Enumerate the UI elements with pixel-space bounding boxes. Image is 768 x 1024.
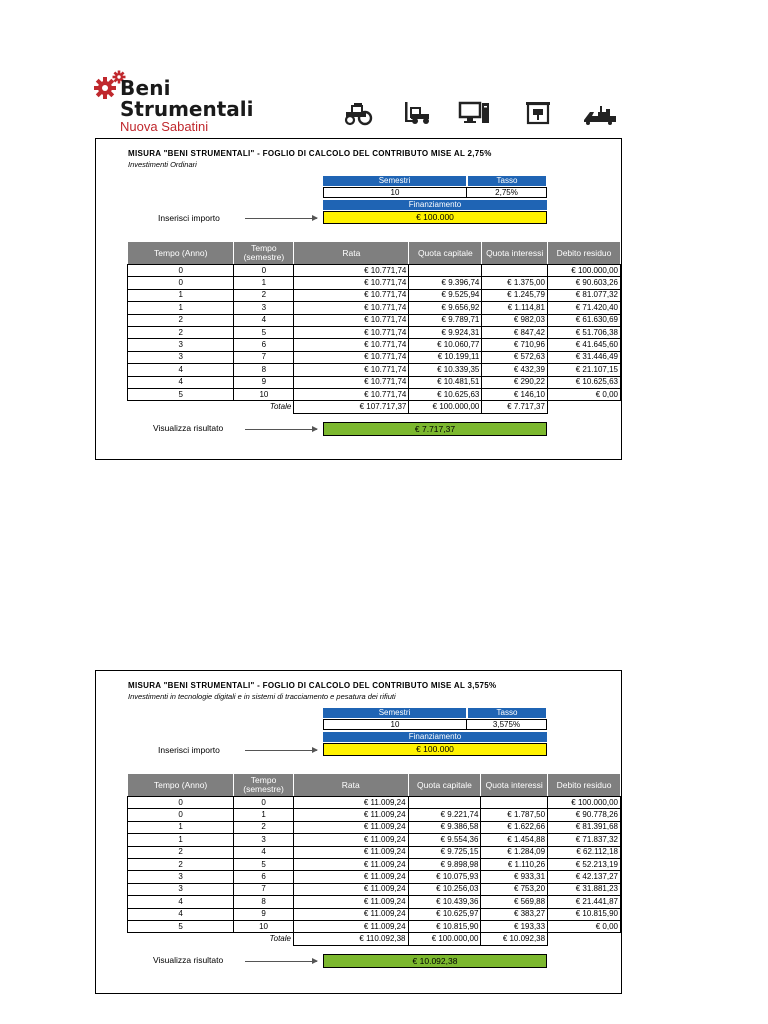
table-cell: 7: [234, 883, 294, 895]
table-cell: € 432,39: [482, 364, 548, 376]
totals-spacer: [128, 933, 234, 945]
table-row: [128, 797, 621, 809]
table-cell: € 290,22: [482, 376, 548, 388]
table-cell: 6: [234, 871, 294, 883]
table-cell: 9: [234, 908, 294, 920]
arrow-icon: [245, 429, 317, 430]
totals-spacer: [547, 401, 620, 413]
table-cell: € 10.075,93: [408, 871, 481, 883]
table-cell: 8: [234, 896, 294, 908]
header-debito-residuo: [547, 242, 620, 265]
header-quota-capitale-text: Quota capitale: [417, 779, 472, 790]
importo-input[interactable]: € 100.000: [323, 211, 547, 224]
table-row: [128, 277, 621, 289]
table-row: [128, 858, 621, 870]
table-cell: 1: [128, 302, 234, 314]
table-cell: € 1.454,88: [481, 834, 548, 846]
table-cell: 8: [234, 364, 294, 376]
table-cell: € 10.339,35: [409, 364, 482, 376]
table-cell: € 41.645,60: [547, 339, 620, 351]
header-rata-text: Rata: [341, 779, 360, 790]
factory-machine-icon: [524, 100, 554, 126]
tractor-icon: [342, 100, 374, 126]
table-cell: € 100.000,00: [548, 797, 621, 809]
table-cell: 0: [128, 809, 234, 821]
totals-row: [128, 401, 621, 413]
panel-title: MISURA "BENI STRUMENTALI" - FOGLIO DI CALCOLO DEL CONTRIBUTO MISE AL 2,75%: [128, 149, 492, 158]
table-cell: € 61.630,69: [547, 314, 620, 326]
table-cell: [482, 265, 548, 277]
table-cell: € 9.898,98: [408, 858, 481, 870]
table-cell: 4: [234, 314, 294, 326]
table-cell: 4: [234, 846, 294, 858]
table-cell: € 10.815,90: [548, 908, 621, 920]
panel-subtitle: Investimenti in tecnologie digitali e in sistemi di tracciamento e pesatura dei rifiuti: [128, 692, 396, 701]
table-cell: € 10.256,03: [408, 883, 481, 895]
table-row: [128, 388, 621, 400]
table-cell: [408, 797, 481, 809]
tasso-header: Tasso: [468, 176, 546, 186]
header-quota-interessi-text: Quota interessi: [486, 247, 544, 258]
table-cell: € 21.107,15: [547, 364, 620, 376]
table-cell: € 10.771,74: [294, 289, 409, 301]
table-cell: € 71.420,40: [547, 302, 620, 314]
table-cell: € 10.771,74: [294, 302, 409, 314]
risultato-output: € 10.092,38: [323, 954, 547, 968]
table-cell: € 90.603,26: [547, 277, 620, 289]
tasso-value: 3,575%: [466, 719, 547, 730]
table-cell: € 100.000,00: [547, 265, 620, 277]
header-rata-text: Rata: [342, 247, 361, 258]
forklift-icon: [402, 100, 434, 126]
table-row: [128, 364, 621, 376]
table-cell: 6: [234, 339, 294, 351]
table-cell: € 10.439,36: [408, 896, 481, 908]
table-cell: € 10.771,74: [294, 326, 409, 338]
header-quota-interessi: [482, 242, 548, 265]
logo-line-3: Nuova Sabatini: [120, 119, 209, 134]
table-cell: 2: [234, 289, 294, 301]
table-cell: € 21.441,87: [548, 896, 621, 908]
table-cell: 9: [234, 376, 294, 388]
inserisci-importo-label: Inserisci importo: [158, 213, 220, 223]
table-cell: € 11.009,24: [293, 883, 408, 895]
table-cell: € 10.771,74: [294, 376, 409, 388]
table-cell: 3: [234, 834, 294, 846]
header-quota-capitale: [409, 242, 482, 265]
table-cell: 0: [234, 797, 294, 809]
table-cell: € 10.199,11: [409, 351, 482, 363]
header-quota-interessi: [481, 774, 548, 797]
table-cell: € 10.481,51: [409, 376, 482, 388]
table-cell: 1: [234, 809, 294, 821]
header-tempo-semestre-text: (semestre): [243, 784, 284, 794]
table-cell: € 569,88: [481, 896, 548, 908]
table-cell: 2: [128, 858, 234, 870]
table-cell: [409, 265, 482, 277]
table-cell: 5: [234, 858, 294, 870]
table-cell: € 11.009,24: [293, 809, 408, 821]
table-cell: € 81.391,68: [548, 821, 621, 833]
tasso-header: Tasso: [468, 708, 546, 718]
brand-logo: [94, 70, 264, 134]
importo-input[interactable]: € 100.000: [323, 743, 547, 756]
table-cell: € 51.706,38: [547, 326, 620, 338]
amortization-table: [127, 241, 621, 414]
amortization-table: [127, 773, 621, 946]
semestri-header: Semestri: [323, 176, 466, 186]
table-cell: € 383,27: [481, 908, 548, 920]
table-cell: 0: [128, 277, 234, 289]
header-tempo-semestre-text: Tempo: [251, 243, 277, 253]
calc-panel: [95, 138, 622, 460]
header-tempo-semestre-text: (semestre): [243, 252, 285, 262]
header-tempo-anno: [128, 774, 234, 797]
table-cell: € 9.386,58: [408, 821, 481, 833]
header-rata: [294, 242, 409, 265]
table-cell: € 52.213,19: [548, 858, 621, 870]
logo-line-2: Strumentali: [120, 97, 254, 121]
totale-label: Totale: [234, 933, 294, 945]
calc-panel: [95, 670, 622, 994]
table-cell: 2: [234, 821, 294, 833]
table-cell: € 9.789,71: [409, 314, 482, 326]
total-capitale: € 100.000,00: [409, 401, 482, 413]
visualizza-risultato-label: Visualizza risultato: [153, 955, 224, 965]
table-cell: € 31.881,23: [548, 883, 621, 895]
table-cell: € 146,10: [482, 388, 548, 400]
header-debito-residuo-text: Debito residuo: [556, 779, 612, 790]
table-row: [128, 883, 621, 895]
table-cell: € 753,20: [481, 883, 548, 895]
table-row: [128, 314, 621, 326]
totale-label: Totale: [234, 401, 294, 413]
table-cell: € 10.771,74: [294, 277, 409, 289]
table-cell: € 10.771,74: [294, 265, 409, 277]
table-cell: € 10.771,74: [294, 351, 409, 363]
semestri-value: 10: [323, 719, 467, 730]
header-rata: [293, 774, 408, 797]
table-cell: € 933,31: [481, 871, 548, 883]
table-row: [128, 809, 621, 821]
table-cell: 3: [128, 339, 234, 351]
table-cell: € 9.924,31: [409, 326, 482, 338]
table-cell: € 9.396,74: [409, 277, 482, 289]
table-cell: 0: [128, 265, 234, 277]
table-cell: 3: [128, 871, 234, 883]
table-cell: € 0,00: [548, 920, 621, 932]
table-cell: € 11.009,24: [293, 896, 408, 908]
table-cell: 4: [128, 376, 234, 388]
construction-machine-icon: [580, 100, 620, 126]
table-row: [128, 302, 621, 314]
table-cell: € 1.787,50: [481, 809, 548, 821]
total-rata: € 110.092,38: [293, 933, 408, 945]
table-cell: € 0,00: [547, 388, 620, 400]
table-cell: 0: [234, 265, 294, 277]
table-cell: € 10.625,63: [409, 388, 482, 400]
computer-icon: [458, 100, 492, 126]
table-cell: 1: [128, 821, 234, 833]
table-cell: € 10.625,63: [547, 376, 620, 388]
table-cell: € 1.284,09: [481, 846, 548, 858]
table-row: [128, 896, 621, 908]
table-row: [128, 908, 621, 920]
header-tempo-anno-text: Tempo (Anno): [153, 779, 208, 790]
table-cell: 5: [128, 920, 234, 932]
table-cell: € 10.771,74: [294, 314, 409, 326]
panel-subtitle: Investimenti Ordinari: [128, 160, 197, 169]
table-row: [128, 326, 621, 338]
table-cell: € 11.009,24: [293, 858, 408, 870]
table-cell: 3: [128, 883, 234, 895]
table-cell: € 71.837,32: [548, 834, 621, 846]
table-cell: € 11.009,24: [293, 908, 408, 920]
table-cell: 2: [128, 326, 234, 338]
table-cell: [481, 797, 548, 809]
table-row: [128, 376, 621, 388]
header-tempo-anno-text: Tempo (Anno): [154, 247, 208, 258]
arrow-icon: [245, 218, 317, 219]
table-cell: 0: [128, 797, 234, 809]
table-cell: € 62.112,18: [548, 846, 621, 858]
total-rata: € 107.717,37: [294, 401, 409, 413]
table-row: [128, 821, 621, 833]
table-cell: 4: [128, 896, 234, 908]
table-cell: € 9.725,15: [408, 846, 481, 858]
table-row: [128, 834, 621, 846]
table-cell: 2: [128, 846, 234, 858]
table-cell: € 11.009,24: [293, 797, 408, 809]
table-row: [128, 289, 621, 301]
table-row: [128, 920, 621, 932]
table-cell: € 81.077,32: [547, 289, 620, 301]
table-cell: 5: [234, 326, 294, 338]
table-cell: € 10.771,74: [294, 339, 409, 351]
header-debito-residuo-text: Debito residuo: [556, 247, 612, 258]
table-cell: € 710,96: [482, 339, 548, 351]
table-cell: 10: [234, 920, 294, 932]
header-quota-capitale: [408, 774, 481, 797]
total-capitale: € 100.000,00: [408, 933, 481, 945]
table-row: [128, 339, 621, 351]
table-cell: € 1.375,00: [482, 277, 548, 289]
table-cell: € 11.009,24: [293, 920, 408, 932]
arrow-icon: [245, 750, 317, 751]
table-cell: € 982,03: [482, 314, 548, 326]
total-interessi: € 7.717,37: [482, 401, 548, 413]
table-cell: 1: [234, 277, 294, 289]
table-cell: 4: [128, 364, 234, 376]
totals-spacer: [548, 933, 621, 945]
table-cell: € 11.009,24: [293, 834, 408, 846]
table-cell: 10: [234, 388, 294, 400]
table-cell: € 1.114,81: [482, 302, 548, 314]
table-row: [128, 265, 621, 277]
table-cell: 1: [128, 289, 234, 301]
table-cell: € 10.771,74: [294, 388, 409, 400]
header-tempo-anno: [128, 242, 234, 265]
header-debito-residuo: [548, 774, 621, 797]
table-cell: € 11.009,24: [293, 821, 408, 833]
table-cell: € 11.009,24: [293, 846, 408, 858]
table-cell: € 9.525,94: [409, 289, 482, 301]
tasso-value: 2,75%: [466, 187, 547, 198]
table-cell: € 11.009,24: [293, 871, 408, 883]
totals-spacer: [128, 401, 234, 413]
table-cell: € 9.656,92: [409, 302, 482, 314]
finanziamento-header: Finanziamento: [323, 732, 547, 742]
table-cell: 7: [234, 351, 294, 363]
header-tempo-semestre-text: Tempo: [250, 775, 277, 785]
table-cell: € 42.137,27: [548, 871, 621, 883]
header-quota-capitale-text: Quota capitale: [417, 247, 473, 258]
table-cell: € 572,63: [482, 351, 548, 363]
table-cell: € 10.625,97: [408, 908, 481, 920]
total-interessi: € 10.092,38: [481, 933, 548, 945]
semestri-header: Semestri: [323, 708, 466, 718]
table-cell: € 10.060,77: [409, 339, 482, 351]
header-tempo-semestre: [234, 774, 294, 797]
table-row: [128, 871, 621, 883]
semestri-value: 10: [323, 187, 467, 198]
table-cell: € 9.221,74: [408, 809, 481, 821]
table-cell: € 1.245,79: [482, 289, 548, 301]
risultato-output: € 7.717,37: [323, 422, 547, 436]
table-cell: € 847,42: [482, 326, 548, 338]
visualizza-risultato-label: Visualizza risultato: [153, 423, 224, 433]
totals-row: [128, 933, 621, 945]
inserisci-importo-label: Inserisci importo: [158, 745, 220, 755]
table-cell: 1: [128, 834, 234, 846]
panel-title: MISURA "BENI STRUMENTALI" - FOGLIO DI CALCOLO DEL CONTRIBUTO MISE AL 3,575%: [128, 681, 497, 690]
table-row: [128, 846, 621, 858]
table-cell: 4: [128, 908, 234, 920]
table-cell: € 10.815,90: [408, 920, 481, 932]
table-cell: € 1.110,26: [481, 858, 548, 870]
table-row: [128, 351, 621, 363]
table-cell: € 9.554,36: [408, 834, 481, 846]
logo-line-1: Beni: [120, 76, 171, 100]
header-quota-interessi-text: Quota interessi: [485, 779, 543, 790]
table-cell: € 1.622,66: [481, 821, 548, 833]
table-cell: 2: [128, 314, 234, 326]
table-cell: 3: [234, 302, 294, 314]
finanziamento-header: Finanziamento: [323, 200, 547, 210]
table-cell: 3: [128, 351, 234, 363]
table-cell: 5: [128, 388, 234, 400]
table-cell: € 31.446,49: [547, 351, 620, 363]
table-cell: € 90.778,26: [548, 809, 621, 821]
table-cell: € 193,33: [481, 920, 548, 932]
header-tempo-semestre: [234, 242, 294, 265]
table-cell: € 10.771,74: [294, 364, 409, 376]
arrow-icon: [245, 961, 317, 962]
